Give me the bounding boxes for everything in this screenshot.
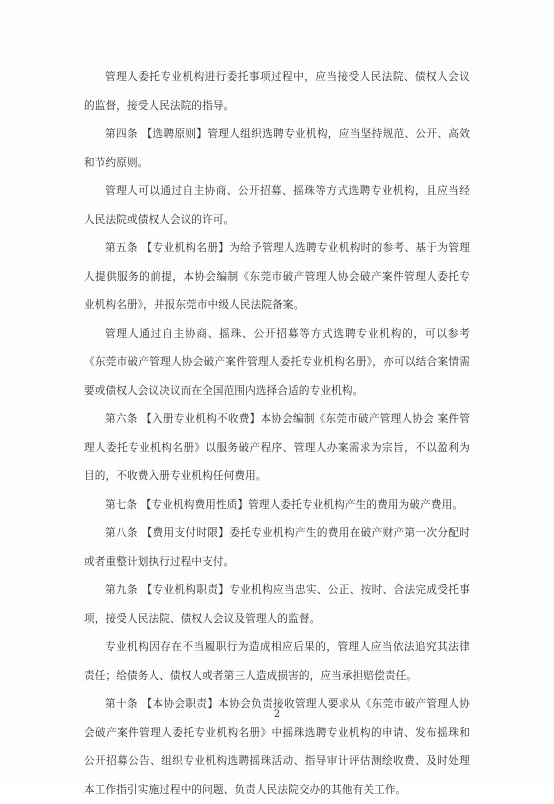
article-4-selection-principle: 第四条 【选聘原则】管理人组织选聘专业机构，应当坚持规范、公开、高效和节约原则。 bbox=[84, 128, 470, 169]
document-body bbox=[84, 63, 470, 804]
article-5-agency-roster: 第五条 【专业机构名册】为给予管理人选聘专业机构时的参考、基于为管理人提供服务的前提，本协会编制《东莞市破产管理人协会破产案件管理人委托专业机构名册》，并报东莞市中级人民法院备案。 bbox=[84, 242, 470, 311]
paragraph-supervision: 管理人委托专业机构进行委托事项过程中，应当接受人民法院、债权人会议的监督，接受人民法院的指导。 bbox=[84, 71, 470, 112]
article-6-no-fee: 第六条 【入册专业机构不收费】本协会编制《东莞市破产管理人协会 案件管理人委托专业机构名册》以服务破产程序、管理人办案需求为宗旨，不以盈利为目的，不收费入册专业机构任何费用。 bbox=[84, 413, 470, 482]
article-10-association-duties: 第十条 【本协会职责】本协会负责接收管理人要求从《东莞市破产管理人协会破产案件管理人委托专业机构名册》中摇珠选聘专业机构的申请、发布摇珠和公开招募公告、组织专业机构选聘摇珠活动、指导审计评估测绘收费、及时处理本工作指引实施过程中的问题、负责人民法院交办的其他有关工作。 bbox=[84, 698, 470, 796]
article-7-fee-nature: 第七条 【专业机构费用性质】管理人委托专业机构产生的费用为破产费用。 bbox=[105, 498, 464, 511]
paragraph-roster-reference: 管理人通过自主协商、摇珠、公开招募等方式选聘专业机构的，可以参考《东莞市破产管理人协会破产案件管理人委托专业机构名册》，亦可以结合案情需要或债权人会议决议而在全国范围内选择合适的专业机构。 bbox=[84, 327, 470, 397]
page-number: 2 bbox=[273, 709, 281, 720]
paragraph-liability: 专业机构因存在不当履职行为造成相应后果的，管理人应当依法追究其法律责任；给债务人、债权人或者第三人造成损害的，应当承担赔偿责任。 bbox=[84, 641, 470, 682]
article-8-payment-timing: 第八条 【费用支付时限】委托专业机构产生的费用在破产财产第一次分配时或者重整计划执行过程中支付。 bbox=[84, 527, 470, 568]
article-9-agency-duties: 第九条 【专业机构职责】专业机构应当忠实、公正、按时、合法完成受托事项，接受人民法院、债权人会议及管理人的监督。 bbox=[84, 584, 470, 625]
paragraph-selection-methods: 管理人可以通过自主协商、公开招募、摇珠等方式选聘专业机构，且应当经人民法院或债权人会议的许可。 bbox=[84, 185, 470, 226]
